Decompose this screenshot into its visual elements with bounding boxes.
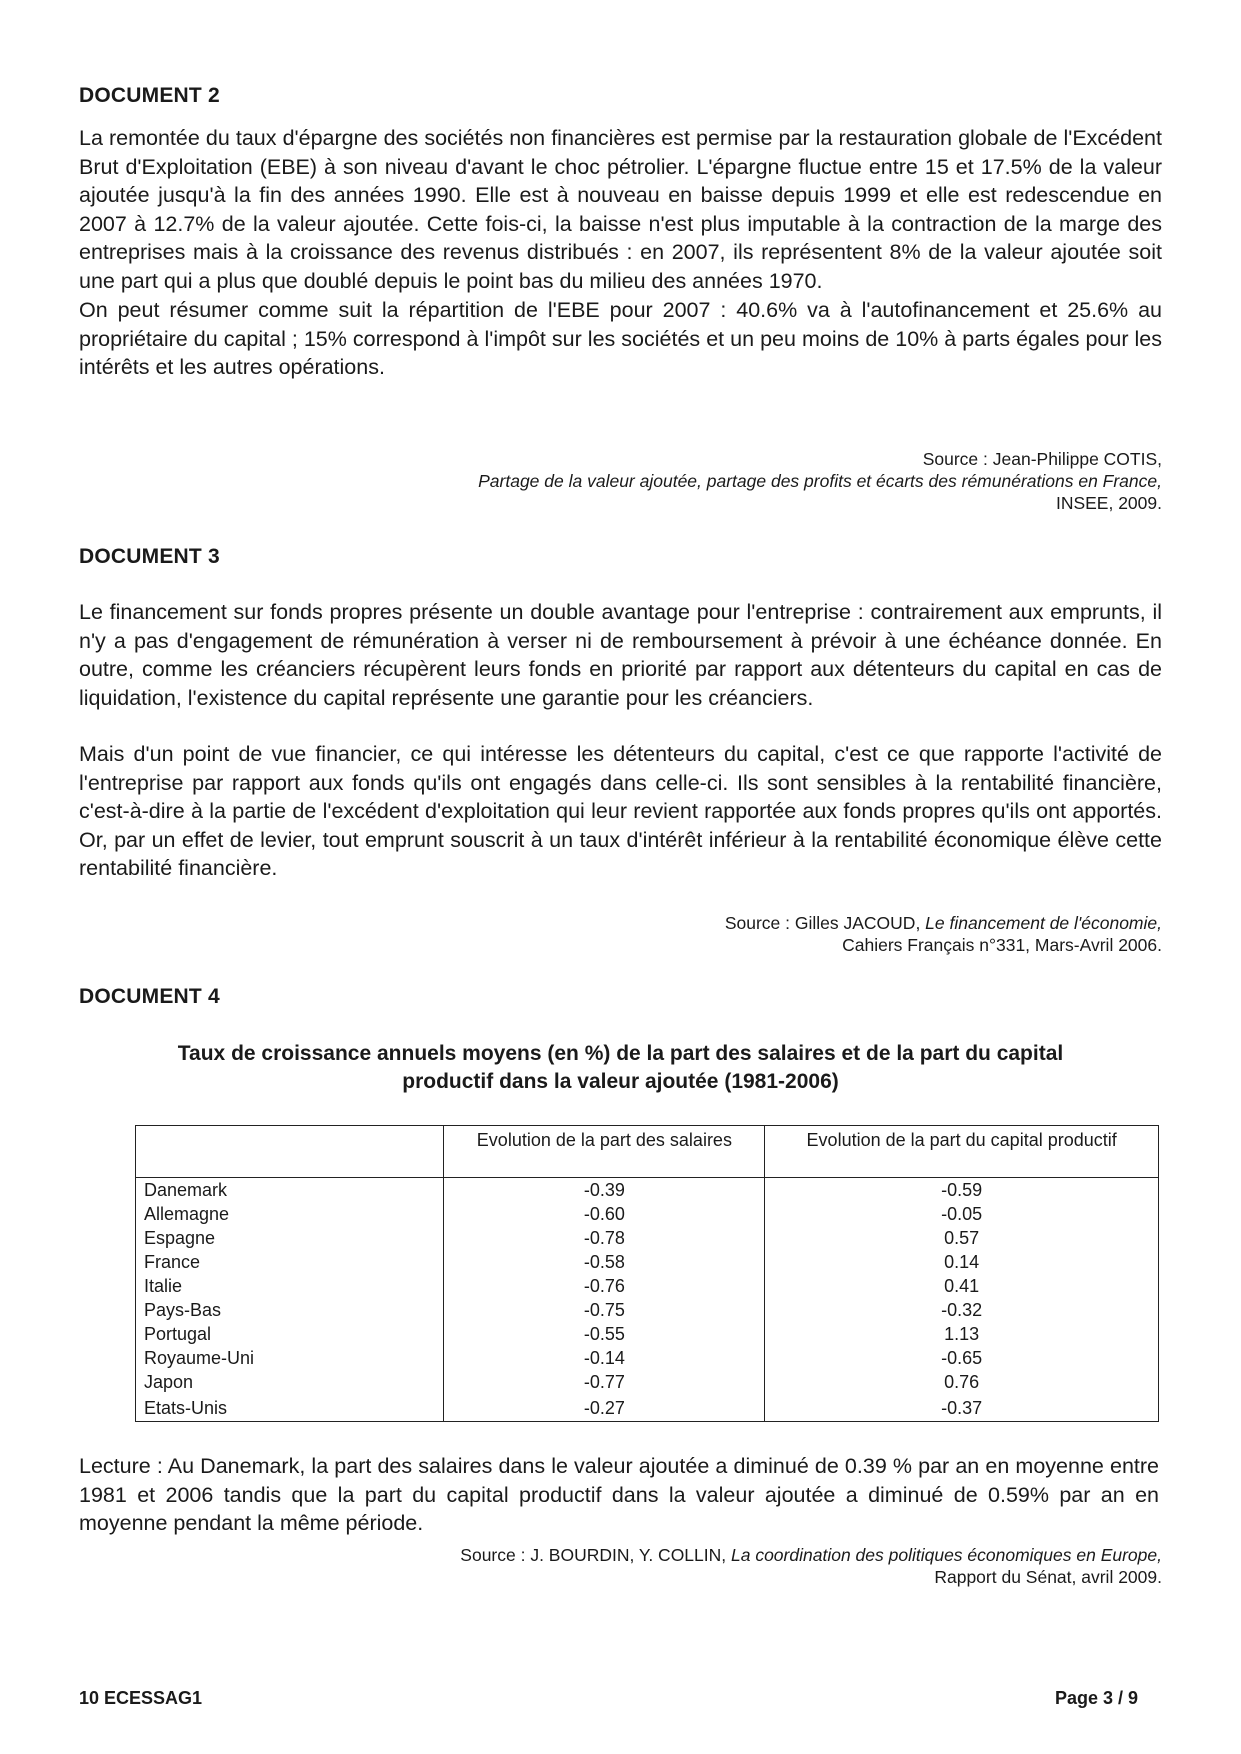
- capital-share-cell: 0.57: [765, 1226, 1159, 1250]
- table-row: [136, 1322, 1159, 1346]
- salary-share-cell: -0.55: [444, 1322, 765, 1346]
- table-header-country: [136, 1126, 444, 1178]
- table-row: [136, 1346, 1159, 1370]
- capital-share-cell: -0.65: [765, 1346, 1159, 1370]
- capital-share-cell: 1.13: [765, 1322, 1159, 1346]
- document-3-paragraph-1: Le financement sur fonds propres présente un double avantage pour l'entreprise : contrairement aux emprunts, il n'y a pas d'engagement de rémunération à verser ni de remboursement à prévoir à une échéance donnée. En outre, comme les créanciers récupèrent leurs fonds en priorité par rapport aux détenteurs du capital en cas de liquidation, l'existence du capital représente une garantie pour les créanciers.: [79, 600, 1162, 710]
- salary-share-cell: -0.39: [444, 1178, 765, 1203]
- document-4-heading: DOCUMENT 4: [79, 985, 220, 1008]
- document-2-paragraph-1: La remontée du taux d'épargne des sociétés non financières est permise par la restauration globale de l'Excédent Brut d'Exploitation (EBE) à son niveau d'avant le choc pétrolier. L'épargne fluctue entre 15 et 17.5% de la valeur ajoutée jusqu'à la fin des années 1990. Elle est à nouveau en baisse depuis 1999 et elle est redescendue en 2007 à 12.7% de la valeur ajoutée. Cette fois-ci, la baisse n'est plus imputable à la contraction de la marge des entreprises mais à la croissance des revenus distribués : en 2007, ils représentent 8% de la valeur ajoutée soit une part qui a plus que doublé depuis le point bas du milieu des années 1970.: [79, 126, 1162, 293]
- country-cell: France: [136, 1250, 444, 1274]
- source-line-2: Rapport du Sénat, avril 2009.: [934, 1567, 1162, 1587]
- country-cell: Portugal: [136, 1322, 444, 1346]
- salary-share-cell: -0.76: [444, 1274, 765, 1298]
- country-cell: Allemagne: [136, 1202, 444, 1226]
- capital-share-cell: -0.59: [765, 1178, 1159, 1203]
- table-title: Taux de croissance annuels moyens (en %) de la part des salaires et de la part du capital productif dans la valeur ajoutée (1981-2006): [177, 1042, 1064, 1093]
- capital-share-cell: 0.41: [765, 1274, 1159, 1298]
- document-3-source: [162, 912, 1162, 956]
- capital-share-cell: 0.76: [765, 1370, 1159, 1394]
- table-row: [136, 1250, 1159, 1274]
- country-cell: Etats-Unis: [136, 1394, 444, 1422]
- table-row: [136, 1226, 1159, 1250]
- capital-share-cell: -0.32: [765, 1298, 1159, 1322]
- table-reading-note: Lecture : Au Danemark, la part des salaires dans le valeur ajoutée a diminué de 0.39 % par an en moyenne entre 1981 et 2006 tandis que la part du capital productif dans la valeur ajoutée a diminué de 0.59% par an en moyenne pendant la même période.: [79, 1454, 1159, 1535]
- salary-share-cell: -0.78: [444, 1226, 765, 1250]
- document-2-source: [162, 448, 1162, 514]
- country-cell: Japon: [136, 1370, 444, 1394]
- capital-share-cell: -0.05: [765, 1202, 1159, 1226]
- table-header-capital: Evolution de la part du capital productif: [765, 1126, 1159, 1178]
- source-line-1: Source : J. BOURDIN, Y. COLLIN, La coordination des politiques économiques en Europe,: [460, 1545, 1162, 1565]
- country-cell: Espagne: [136, 1226, 444, 1250]
- table-row: [136, 1394, 1159, 1422]
- document-3-heading: DOCUMENT 3: [79, 545, 220, 568]
- source-line-1: Source : Gilles JACOUD, Le financement de l'économie,: [724, 913, 1162, 933]
- capital-share-cell: 0.14: [765, 1250, 1159, 1274]
- source-line-2: Cahiers Français n°331, Mars-Avril 2006.: [842, 935, 1162, 955]
- source-title: La coordination des politiques économiques en Europe,: [731, 1545, 1162, 1565]
- table-row: [136, 1370, 1159, 1394]
- table-row: [136, 1274, 1159, 1298]
- table-row: [136, 1202, 1159, 1226]
- source-publisher: INSEE, 2009.: [1055, 493, 1162, 513]
- salary-share-cell: -0.58: [444, 1250, 765, 1274]
- document-2-paragraph-2: On peut résumer comme suit la répartition de l'EBE pour 2007 : 40.6% va à l'autofinancement et 25.6% au propriétaire du capital ; 15% correspond à l'impôt sur les sociétés et un peu moins de 10% à parts égales pour les intérêts et les autres opérations.: [79, 298, 1162, 379]
- capital-share-cell: -0.37: [765, 1394, 1159, 1422]
- salary-share-cell: -0.60: [444, 1202, 765, 1226]
- source-author: Source : Jean-Philippe COTIS,: [922, 449, 1162, 469]
- source-title: Le financement de l'économie,: [925, 913, 1162, 933]
- document-2-heading: DOCUMENT 2: [79, 84, 220, 107]
- table-header-salaries: Evolution de la part des salaires: [444, 1126, 765, 1178]
- salary-share-cell: -0.27: [444, 1394, 765, 1422]
- table-header-row: [136, 1126, 1159, 1178]
- salary-share-cell: -0.75: [444, 1298, 765, 1322]
- salary-share-cell: -0.14: [444, 1346, 765, 1370]
- document-3-paragraph-2: Mais d'un point de vue financier, ce qui intéresse les détenteurs du capital, c'est ce que rapporte l'activité de l'entreprise par rapport aux fonds qu'ils ont engagés dans celle-ci. Ils sont sensibles à la rentabilité financière, c'est-à-dire à la partie de l'excédent d'exploitation qui leur revient rapportée aux fonds propres qu'ils ont apportés. Or, par un effet de levier, tout emprunt souscrit à un taux d'intérêt inférieur à la rentabilité économique élève cette rentabilité financière.: [79, 742, 1162, 880]
- country-cell: Royaume-Uni: [136, 1346, 444, 1370]
- document-4-source: [62, 1544, 1162, 1588]
- table-row: [136, 1178, 1159, 1203]
- growth-rate-table: [135, 1125, 1159, 1422]
- table-row: [136, 1298, 1159, 1322]
- source-title: Partage de la valeur ajoutée, partage des profits et écarts des rémunérations en France,: [478, 471, 1162, 491]
- country-cell: Italie: [136, 1274, 444, 1298]
- country-cell: Danemark: [136, 1178, 444, 1203]
- country-cell: Pays-Bas: [136, 1298, 444, 1322]
- exam-code: 10 ECESSAG1: [79, 1688, 203, 1708]
- salary-share-cell: -0.77: [444, 1370, 765, 1394]
- page-number: Page 3 / 9: [1054, 1688, 1138, 1708]
